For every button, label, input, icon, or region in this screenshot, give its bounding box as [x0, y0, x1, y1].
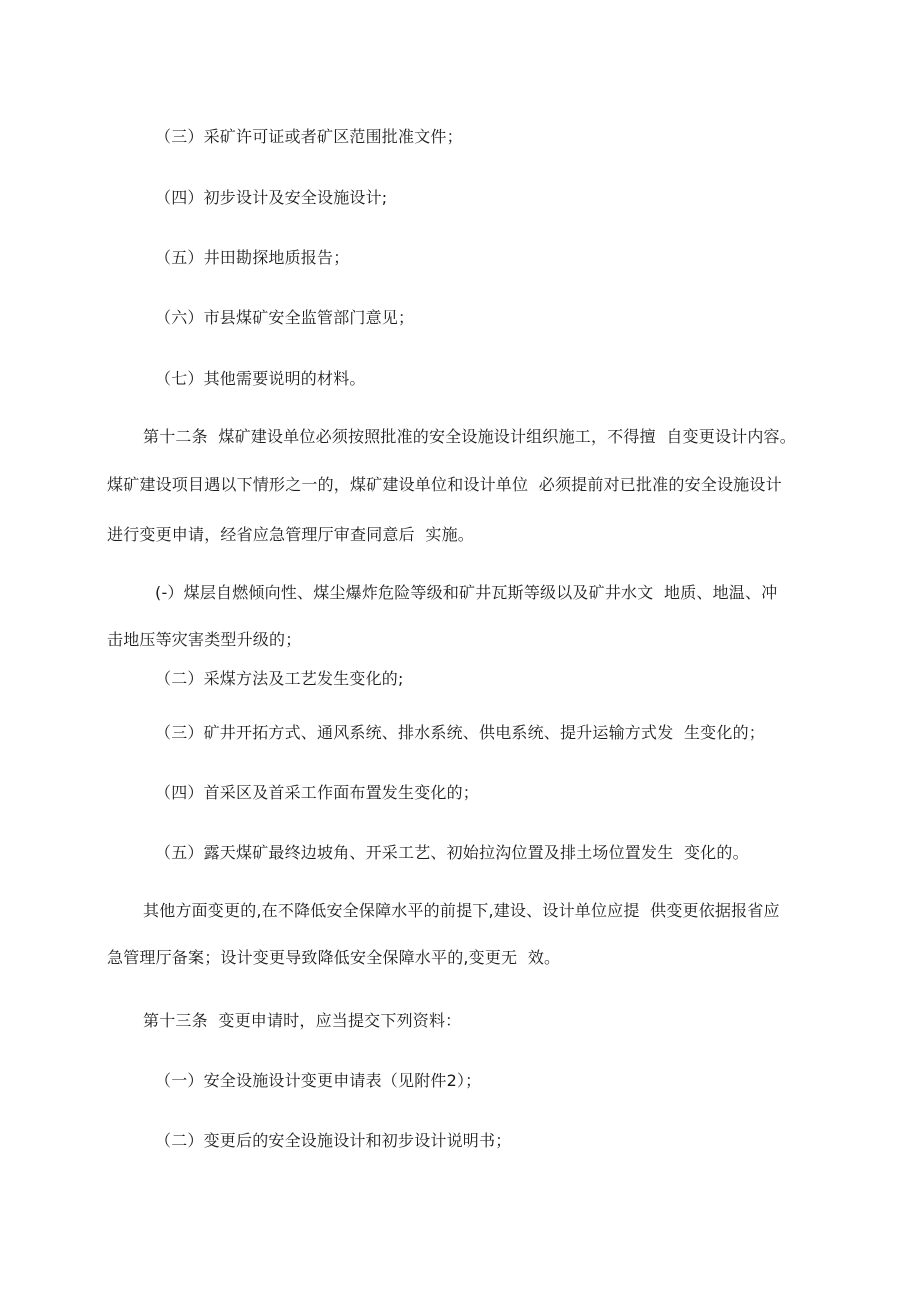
- list-item: （六）市县煤矿安全监管部门意见；: [155, 308, 415, 327]
- article-12-paragraph: 煤矿建设项目遇以下情形之一的，煤矿建设单位和设计单位 必须提前对已批准的安全设施设计: [107, 475, 782, 494]
- other-changes-paragraph: 急管理厅备案；设计变更导致降低安全保障水平的,变更无 效。: [107, 948, 561, 967]
- list-item: （三）矿井开拓方式、通风系统、排水系统、供电系统、提升运输方式发 生变化的；: [155, 723, 765, 742]
- article-12-paragraph: 进行变更申请，经省应急管理厅审查同意后 实施。: [107, 525, 474, 544]
- article-13-paragraph: 第十三条 变更申请时，应当提交下列资料：: [143, 1011, 462, 1030]
- list-item: 击地压等灾害类型升级的；: [107, 630, 302, 649]
- list-item: （二）采煤方法及工艺发生变化的;: [155, 669, 404, 688]
- list-item: （七）其他需要说明的材料。: [155, 369, 366, 388]
- list-item: （五）井田勘探地质报告；: [155, 248, 350, 267]
- other-changes-paragraph: 其他方面变更的,在不降低安全保障水平的前提下,建设、设计单位应提 供变更依据报省应: [143, 901, 780, 920]
- list-item: （四）首采区及首采工作面布置发生变化的；: [155, 783, 480, 802]
- list-item: (-）煤层自燃倾向性、煤尘爆炸危险等级和矿井瓦斯等级以及矿井水文 地质、地温、冲: [155, 583, 778, 602]
- list-item: （四）初步设计及安全设施设计;: [155, 188, 388, 207]
- list-item: （三）采矿许可证或者矿区范围批准文件；: [155, 127, 463, 146]
- list-item: （二）变更后的安全设施设计和初步设计说明书；: [155, 1131, 512, 1150]
- list-item: （一）安全设施设计变更申请表（见附件2）；: [155, 1071, 482, 1090]
- article-12-paragraph: 第十二条 煤矿建设单位必须按照批准的安全设施设计组织施工，不得擅 自变更设计内容。: [143, 427, 796, 446]
- list-item: （五）露天煤矿最终边坡角、开采工艺、初始拉沟位置及排土场位置发生 变化的。: [155, 843, 749, 862]
